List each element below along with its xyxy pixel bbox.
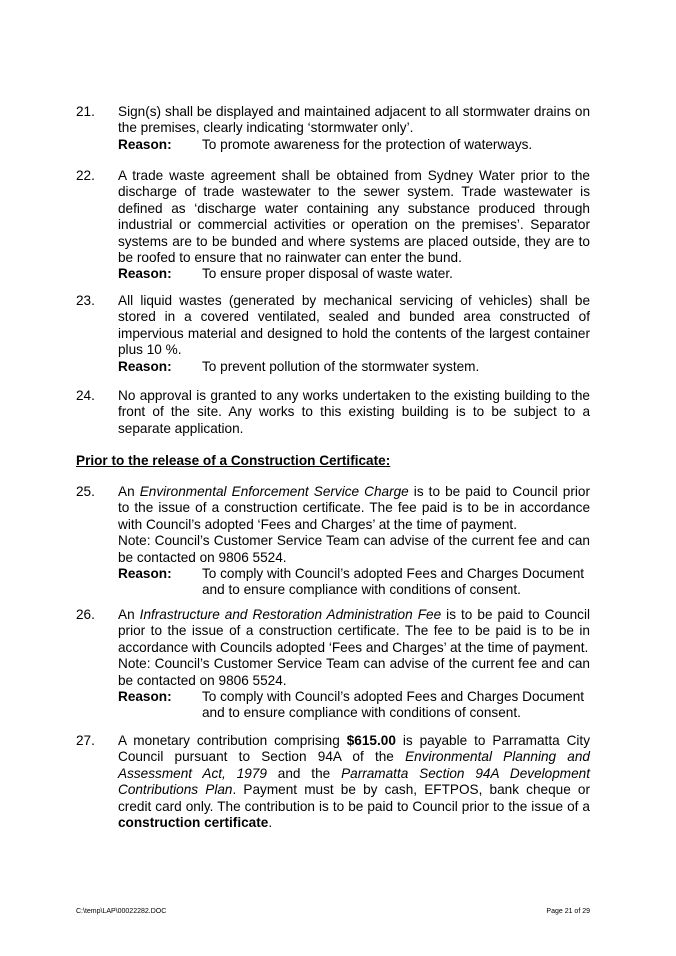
text-run: An [118, 607, 140, 622]
condition-number: 25. [76, 484, 95, 499]
bold-text: $615.00 [346, 733, 396, 748]
reason-text: To ensure proper disposal of waste water. [202, 266, 453, 282]
condition-text [118, 293, 590, 359]
text-run: is to be paid to Council prior to the issue of a construction certificate. The fee to be paid is to be in accordance with Councils adopted ‘Fees and Charges’ at the time of payment. [118, 607, 590, 655]
reason-line [118, 566, 590, 599]
condition-text [118, 104, 590, 137]
condition-body [118, 733, 590, 831]
text-run: is to be paid to Council prior to the issue of a construction certificate. The fee paid is to be in accordance with Council’s adopted ‘Fees and Charges’ at the time of payment. [118, 484, 590, 532]
reason-text: To promote awareness for the protection of waterways. [202, 136, 533, 152]
footer-page-number: Page 21 of 29 [546, 908, 590, 915]
condition-body [118, 484, 590, 599]
bold-text: construction certificate [118, 815, 269, 831]
text-run: All liquid wastes (generated by mechanical servicing of vehicles) shall be stored in a covered ventilated, sealed and bunded area constructed of impervious material and designed to hold the contents of the largest container plus 10 %. [118, 293, 590, 358]
reason-text: To prevent pollution of the stormwater system. [202, 358, 480, 374]
reason-line [118, 137, 590, 153]
text-run: Sign(s) shall be displayed and maintained adjacent to all stormwater drains on the premises, clearly indicating ‘stormwater only’. [118, 104, 590, 136]
text-run: . [268, 815, 273, 831]
reason-label: Reason: [118, 266, 172, 282]
condition-text [118, 388, 590, 437]
footer-file-path: C:\temp\LAP\00022282.DOC [76, 908, 167, 915]
condition-note: Note: Council’s Customer Service Team can advise of the current fee and can be contacted on 9806 5524. [118, 533, 590, 565]
condition-text [118, 168, 590, 266]
text-run: An [118, 484, 140, 499]
section-heading: Prior to the release of a Construction Certificate: [76, 453, 391, 468]
reason-text: To comply with Council’s adopted Fees and Charges Document and to ensure compliance with conditions of consent. [202, 566, 585, 598]
reason-label: Reason: [118, 689, 172, 705]
condition-body [118, 607, 590, 722]
reason-line [118, 266, 590, 282]
italic-text: Parramatta Section 94A Development Contributions Plan [118, 765, 590, 798]
condition-number: 23. [76, 293, 95, 308]
condition-text [118, 733, 590, 831]
text-run: A monetary contribution comprising [118, 733, 347, 748]
reason-label: Reason: [118, 566, 172, 582]
condition-number: 22. [76, 168, 95, 183]
condition-number: 24. [76, 388, 95, 403]
condition-number: 21. [76, 104, 95, 119]
italic-text: Environmental Planning and Assessment Act, 1979 [118, 749, 590, 781]
condition-text [118, 607, 590, 656]
condition-body [118, 168, 590, 283]
condition-body [118, 104, 590, 153]
reason-label: Reason: [118, 136, 172, 152]
text-run: No approval is granted to any works undertaken to the existing building to the front of the site. Any works to this existing building is to be subject to a separate application. [118, 388, 590, 436]
italic-text: Infrastructure and Restoration Administration Fee [139, 607, 442, 622]
text-run: A trade waste agreement shall be obtained from Sydney Water prior to the discharge of trade wastewater to the sewer system. Trade wastewater is defined as ‘discharge water containing any substance produced through industrial or commercial activities or operation on the premises’. Separator systems are to be bunded and where systems are placed outside, they are to be roofed to ensure that no rainwater can enter the bund. [118, 168, 590, 266]
condition-number: 27. [76, 733, 95, 748]
italic-text: Environmental Enforcement Service Charge [139, 484, 409, 499]
reason-line [118, 689, 590, 722]
text-run: and the [266, 765, 342, 781]
text-run: . Payment must be by cash, EFTPOS, bank cheque or credit card only. The contribution is to be paid to Council prior to the issue of a [118, 782, 590, 814]
reason-text: To comply with Council’s adopted Fees and Charges Document and to ensure compliance with conditions of consent. [202, 689, 585, 721]
condition-number: 26. [76, 607, 95, 622]
condition-note: Note: Council’s Customer Service Team can advise of the current fee and can be contacted on 9806 5524. [118, 656, 590, 688]
reason-line [118, 359, 590, 375]
reason-label: Reason: [118, 358, 172, 374]
condition-body [118, 388, 590, 437]
condition-body [118, 293, 590, 375]
text-run: is payable to Parramatta City Council pursuant to Section 94A of the [118, 733, 591, 765]
condition-text [118, 484, 590, 533]
